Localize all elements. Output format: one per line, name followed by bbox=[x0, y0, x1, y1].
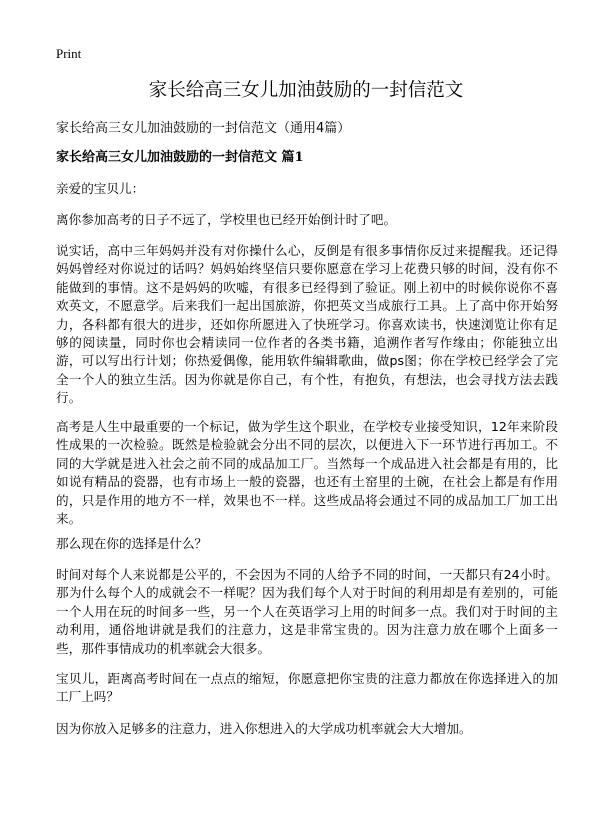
paragraph: 因为你放入足够多的注意力，进入你想进入的大学成功机率就会大大增加。 bbox=[56, 721, 472, 736]
paragraph: 说实话，高中三年妈妈并没有对你操什么心，反倒是有很多事情你反过来提醒我。还记得妈妈曾经对你说过的话吗？妈妈始终坚信只要你愿意在学习上花费只够的时间，没有你不能做到的事情。这不是妈妈的吹嘘，有很多已经得到了验证。刚上初中的时候你说你不喜欢英文，不愿意学。后来我们一起出国旅游，你把英文当成旅行工具。上了高中你开始努力，各科都有很大的进步，还如你所愿进入了快班学习。你喜欢读书，快速浏览让你有足够的阅读量，同时你也会精读同一位作者的各类书籍，追溯作者写作缘由；你能独立出游，可以写出行计划；你热爱偶像，能用软件编辑歌曲，做ps图；你在学校已经学会了完全一个人的独立生活。因为你就是你自己，有个性，有抱负，有想法，也会寻找方法去践行。 bbox=[56, 243, 558, 406]
paragraph-greeting: 亲爱的宝贝儿： bbox=[56, 181, 145, 196]
section-heading: 家长给高三女儿加油鼓励的一封信范文 篇1 bbox=[56, 150, 304, 165]
paragraph: 时间对每个人来说都是公平的，不会因为不同的人给予不同的时间，一天都只有24小时。那为什么每个人的成就会不一样呢？因为我们每个人对于时间的利用却是有差别的，可能一个人用在玩的时间多一些，另一个人在英语学习上用的时间多一点。我们对于时间的主动利用，通俗地讲就是我们的注意力，这是非常宝贵的。因为注意力放在哪个上面多一些，那件事情成功的机率就会大很多。 bbox=[56, 567, 558, 656]
document-subtitle: 家长给高三女儿加油鼓励的一封信范文（通用4篇） bbox=[56, 121, 351, 136]
page-title: 家长给高三女儿加油鼓励的一封信范文 bbox=[148, 80, 464, 101]
paragraph: 离你参加高考的日子不远了，学校里也已经开始倒计时了吧。 bbox=[56, 212, 397, 227]
paragraph: 那么现在你的选择是什么？ bbox=[56, 536, 208, 551]
paragraph: 宝贝儿，距离高考时间在一点点的缩短，你愿意把你宝贵的注意力都放在你选择进入的加工厂上吗？ bbox=[56, 671, 558, 705]
print-link[interactable]: Print bbox=[56, 46, 82, 61]
paragraph: 高考是人生中最重要的一个标记，做为学生这个职业，在学校专业接受知识，12年来阶段性成果的一次检验。既然是检验就会分出不同的层次，以便进入下一环节进行再加工。不同的大学就是进入社会之前不同的成品加工厂。当然每一个成品进入社会都是有用的，比如说有精品的瓷器，也有市场上一般的瓷器，也还有土窑里的土碗，在社会上都是有作用的，只是作用的地方不一样，效果也不一样。这些成品将会通过不同的成品加工厂加工出来。 bbox=[56, 419, 558, 527]
